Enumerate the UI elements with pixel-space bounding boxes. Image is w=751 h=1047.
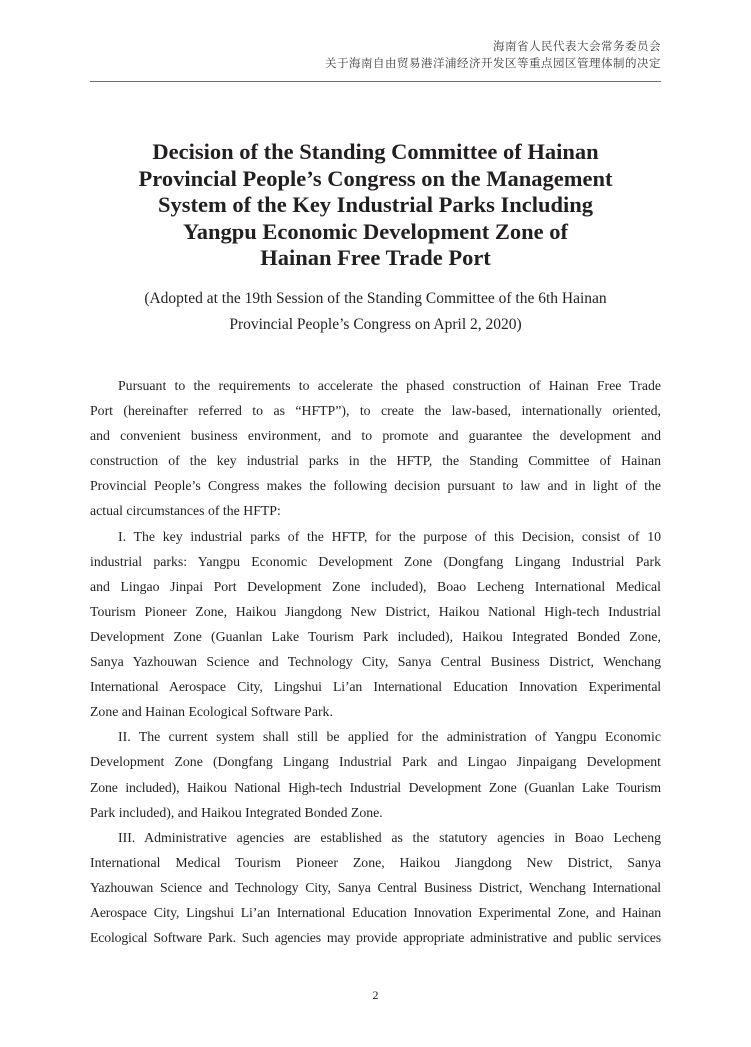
adoption-line: Provincial People’s Congress on April 2, 2020) <box>229 315 522 333</box>
text-line: Ecological Software Park. Such agencies may provide appropriate administrative and public services <box>90 930 661 946</box>
text-line: Zone and Hainan Ecological Software Park. <box>90 704 333 720</box>
text-line: International Aerospace City, Lingshui Li’an International Education Innovation Experimental <box>90 679 661 695</box>
title-line: Decision of the Standing Committee of Hainan <box>152 139 599 164</box>
text-line: Port (hereinafter referred to as “HFTP”), to create the law-based, internationally oriented, <box>90 403 661 419</box>
page-number: 2 <box>372 988 379 1002</box>
text-line: Park included), and Haikou Integrated Bonded Zone. <box>90 804 383 820</box>
article-2-paragraph <box>90 724 661 824</box>
title-line: Provincial People’s Congress on the Management <box>138 165 613 191</box>
preamble-paragraph <box>90 373 661 524</box>
text-line: II. The current system shall still be applied for the administration of Yangpu Economic <box>118 729 661 745</box>
text-line: and Lingao Jinpai Port Development Zone included), Boao Lecheng International Medical <box>90 578 661 594</box>
text-line: construction of the key industrial parks in the HFTP, the Standing Committee of Hainan <box>90 453 661 469</box>
text-line: Provincial People’s Congress makes the following decision pursuant to law and in light of the <box>90 478 661 494</box>
text-line: Development Zone (Dongfang Lingang Industrial Park and Lingao Jinpaigang Development <box>90 754 661 770</box>
text-line: actual circumstances of the HFTP: <box>90 503 281 519</box>
text-line: and convenient business environment, and to promote and guarantee the development and <box>90 428 661 444</box>
text-line: I. The key industrial parks of the HFTP, for the purpose of this Decision, consist of 10 <box>118 528 661 544</box>
title-line: Hainan Free Trade Port <box>260 245 491 270</box>
document-title <box>90 139 661 272</box>
text-line: Yazhouwan Science and Technology City, Sanya Central Business District, Wenchang International <box>90 879 661 895</box>
adoption-line: (Adopted at the 19th Session of the Standing Committee of the 6th Hainan <box>144 290 607 307</box>
text-line: Aerospace City, Lingshui Li’an International Education Innovation Experimental Zone, and Hainan <box>90 904 661 920</box>
title-line: Yangpu Economic Development Zone of <box>182 218 568 244</box>
title-line: System of the Key Industrial Parks Including <box>157 192 594 217</box>
text-line: Development Zone (Guanlan Lake Tourism Park included), Haikou Integrated Bonded Zone, <box>90 628 661 644</box>
text-line: International Medical Tourism Pioneer Zone, Haikou Jiangdong New District, Sanya <box>90 854 661 870</box>
header-document-title: 关于海南自由贸易港洋浦经济开发区等重点园区管理体制的决定 <box>325 56 661 70</box>
text-line: Pursuant to the requirements to accelerate the phased construction of Hainan Free Trade <box>118 378 661 393</box>
header-issuer: 海南省人民代表大会常务委员会 <box>493 39 661 53</box>
article-3-paragraph <box>90 825 661 950</box>
header-rule <box>90 81 661 82</box>
adoption-note <box>90 286 661 337</box>
text-line: Sanya Yazhouwan Science and Technology City, Sanya Central Business District, Wenchang <box>90 654 661 670</box>
body-text <box>90 373 661 950</box>
article-1-paragraph <box>90 524 661 725</box>
text-line: industrial parks: Yangpu Economic Development Zone (Dongfang Lingang Industrial Park <box>90 553 661 569</box>
text-line: Tourism Pioneer Zone, Haikou Jiangdong New District, Haikou National High-tech Industrial <box>90 603 661 619</box>
running-header <box>325 38 661 72</box>
text-line: Zone included), Haikou National High-tech Industrial Development Zone (Guanlan Lake Tourism <box>90 779 661 795</box>
text-line: III. Administrative agencies are established as the statutory agencies in Boao Lecheng <box>118 829 661 845</box>
